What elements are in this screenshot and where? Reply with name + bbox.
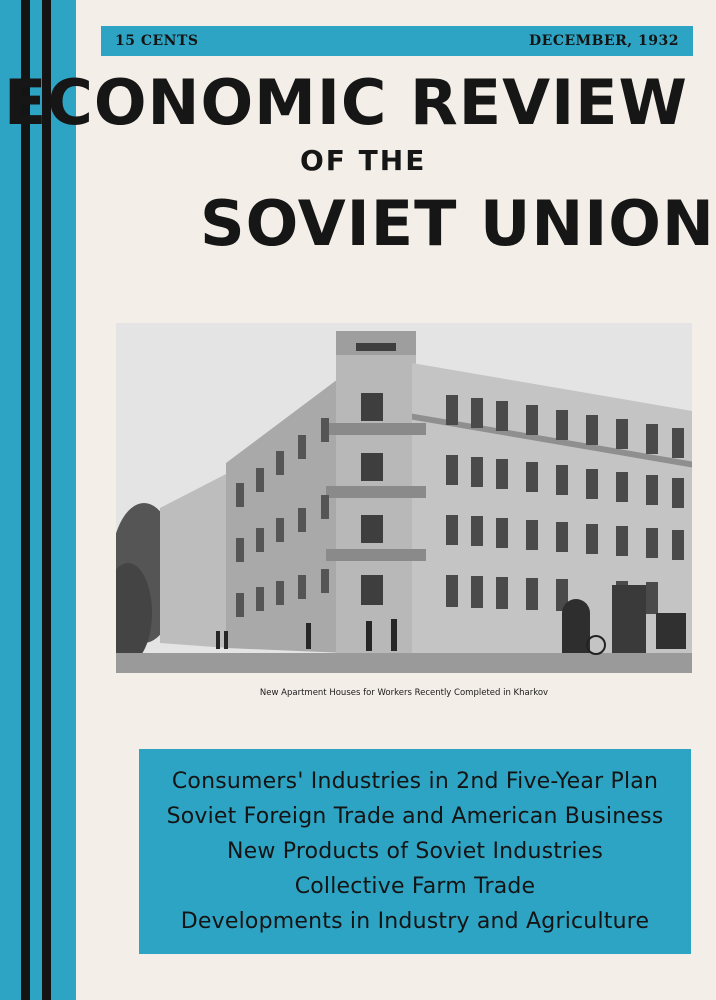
- contents-item: Developments in Industry and Agriculture: [180, 909, 650, 934]
- masthead-line-2: OF THE: [300, 144, 427, 177]
- contents-panel: [139, 749, 691, 954]
- price-label: 15 CENTS: [115, 33, 199, 49]
- photo-caption: New Apartment Houses for Workers Recently Completed in Kharkov: [259, 688, 549, 698]
- left-teal-stripe: [0, 0, 76, 1000]
- contents-item: New Products of Soviet Industries: [226, 839, 604, 864]
- masthead-line-1: ECONOMIC REVIEW: [4, 66, 688, 139]
- top-banner: [101, 26, 693, 56]
- cover-photo: [116, 323, 692, 673]
- left-black-stripe-1: [21, 0, 30, 1000]
- left-black-stripe-2: [42, 0, 51, 1000]
- issue-date: DECEMBER, 1932: [529, 33, 679, 49]
- masthead-line-3: SOVIET UNION: [200, 187, 715, 260]
- contents-item: Collective Farm Trade: [294, 874, 536, 899]
- apartment-building-illustration: [116, 323, 692, 673]
- contents-item: Consumers' Industries in 2nd Five-Year Plan: [171, 769, 659, 794]
- contents-item: Soviet Foreign Trade and American Business: [166, 804, 664, 829]
